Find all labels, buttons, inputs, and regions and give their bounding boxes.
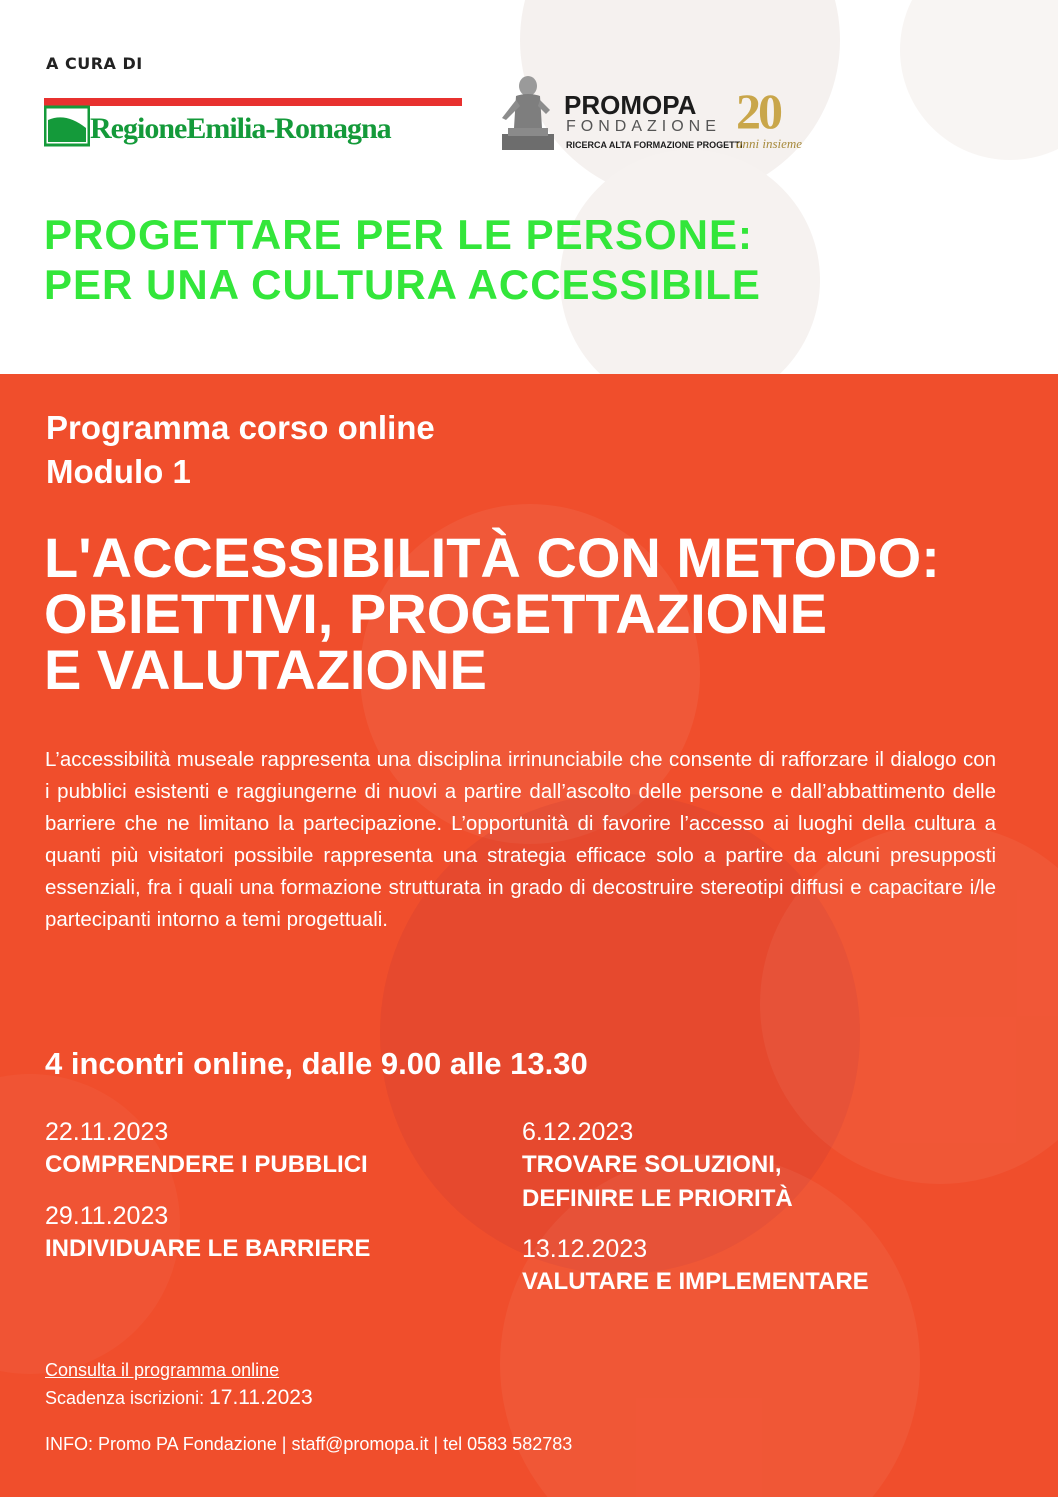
anniversary-number: 20 xyxy=(736,83,780,139)
module-title-line-1: L'ACCESSIBILITÀ CON METODO: xyxy=(44,526,940,589)
registration-deadline xyxy=(45,1386,313,1410)
regione-logo-mark-icon xyxy=(44,98,90,148)
session-date: 13.12.2023 xyxy=(522,1235,648,1263)
session-item xyxy=(45,1116,368,1182)
regione-logo-text: RegioneEmilia-Romagna xyxy=(90,112,391,145)
session-topic: INDIVIDUARE LE BARRIERE xyxy=(45,1235,371,1262)
program-heading xyxy=(46,406,435,494)
regione-logo-red-bar xyxy=(90,98,462,106)
a-cura-di-label: A CURA DI xyxy=(46,54,143,73)
module-title xyxy=(44,526,1044,701)
promopa-name: PROMOPA xyxy=(564,90,697,120)
program-line-1: Programma corso online xyxy=(46,409,435,446)
session-date: 29.11.2023 xyxy=(45,1202,169,1230)
main-title-line-2: PER UNA CULTURA ACCESSIBILE xyxy=(44,261,761,308)
session-item xyxy=(522,1233,869,1299)
session-topic: COMPRENDERE I PUBBLICI xyxy=(45,1151,368,1178)
session-item xyxy=(522,1116,793,1216)
session-topic-line-2: DEFINIRE LE PRIORITÀ xyxy=(522,1185,793,1212)
module-title-line-3: E VALUTAZIONE xyxy=(44,638,487,701)
statue-icon xyxy=(496,74,558,152)
deadline-label: Scadenza iscrizioni: xyxy=(45,1388,205,1408)
deadline-date: 17.11.2023 xyxy=(209,1386,313,1409)
regione-emilia-romagna-logo xyxy=(44,98,418,152)
session-topic: TROVARE SOLUZIONI, xyxy=(522,1151,782,1178)
description-paragraph: L’accessibilità museale rappresenta una disciplina irrinunciabile che consente di rafforzare il dialogo con i pubblici esistenti e raggiungerne di nuovi a partire dall’ascolto delle persone e dall’abbattimento delle barriere che ne limitano la partecipazione. L’opportunità di favorire l’accesso ai luoghi della cultura a quanti più visitatori possibile rappresenta una strategia efficace solo a partire da alcuni presupposti essenziali, fra i quali una formazione strutturata in grado di decostruire stereotipi diffusi e capacitare i/le partecipanti intorno a temi progettuali. xyxy=(45,748,996,931)
anniversary-text: anni insieme xyxy=(736,136,803,151)
bg-circle-decoration xyxy=(900,0,1058,160)
promopa-fondazione: FONDAZIONE xyxy=(566,118,721,135)
program-line-2: Modulo 1 xyxy=(46,453,191,490)
main-title-line-1: PROGETTARE PER LE PERSONE: xyxy=(44,211,753,258)
session-item xyxy=(45,1200,370,1266)
program-online-link[interactable]: Consulta il programma online xyxy=(45,1360,280,1380)
promopa-tagline: RICERCA ALTA FORMAZIONE PROGETTI xyxy=(566,140,743,150)
contact-info: INFO: Promo PA Fondazione | staff@promopa.it | tel 0583 582783 xyxy=(45,1434,573,1454)
module-title-line-2: OBIETTIVI, PROGETTAZIONE xyxy=(44,582,827,645)
session-date: 22.11.2023 xyxy=(45,1118,169,1146)
session-date: 6.12.2023 xyxy=(522,1118,634,1146)
session-topic: VALUTARE E IMPLEMENTARE xyxy=(522,1268,869,1295)
promopa-fondazione-logo xyxy=(496,74,816,154)
schedule-heading: 4 incontri online, dalle 9.00 alle 13.30 xyxy=(45,1046,588,1081)
main-title xyxy=(44,210,1004,310)
